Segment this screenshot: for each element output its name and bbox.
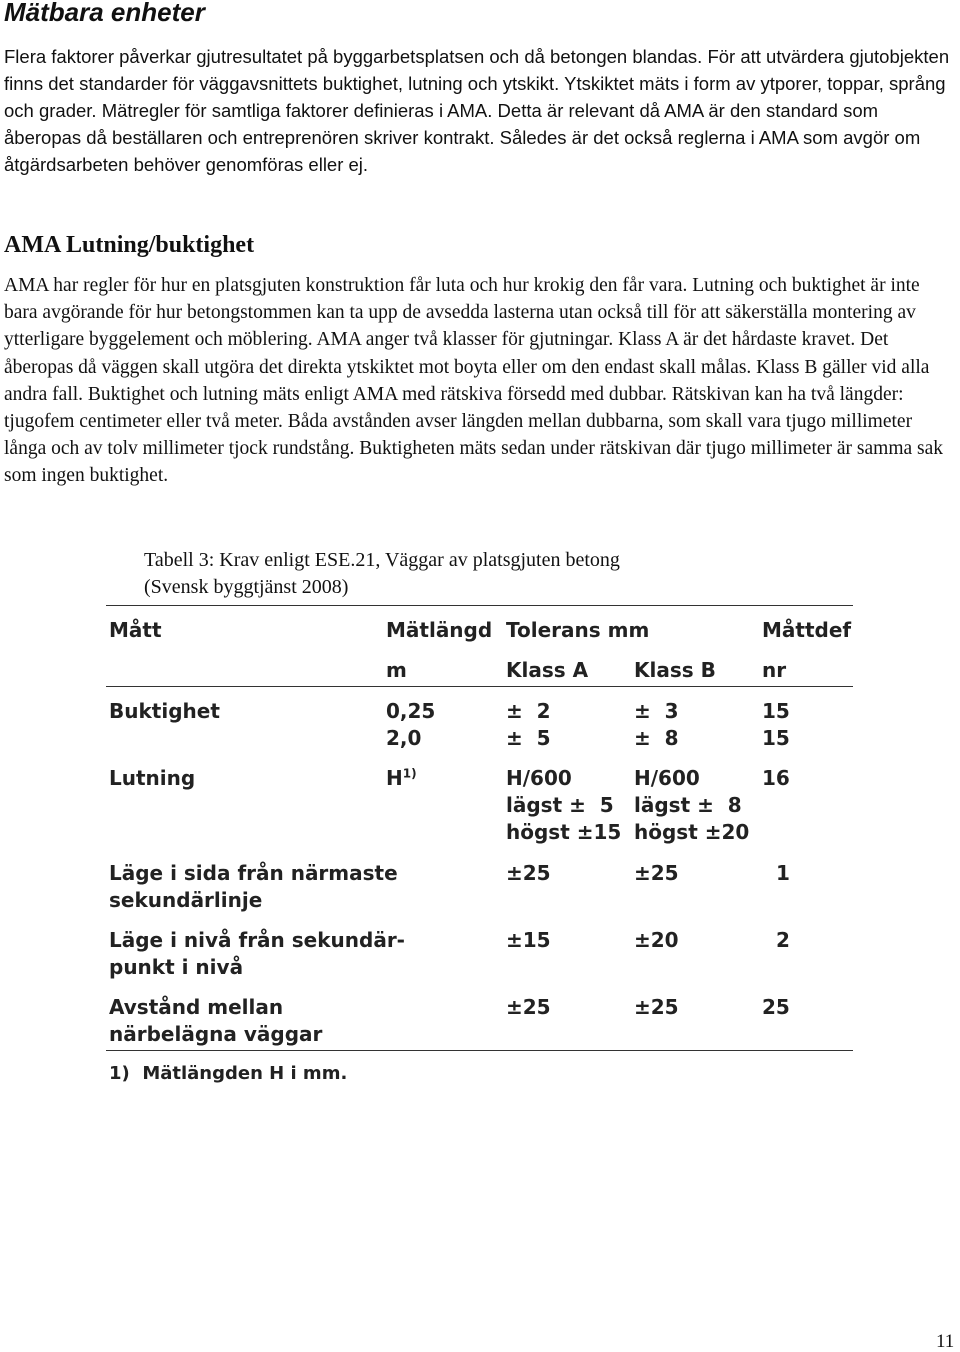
table-caption-line-1: Tabell 3: Krav enligt ESE.21, Väggar av platsgjuten betong [144,549,620,571]
cell-mattdef: 2 [776,928,790,952]
table-footnote [109,1060,347,1087]
cell-klass-a: ±25 [506,995,551,1019]
footnote-marker: 1) [109,1063,130,1084]
table-caption [144,547,620,601]
header-klass-a: Klass A [506,658,589,682]
cell-klass-a: lägst ± 5 [506,793,614,817]
header-tolerans: Tolerans mm [506,618,650,642]
table-bottom-rule [106,1050,853,1051]
footnote-text: Mätlängden H i mm. [142,1063,348,1084]
cell-mattdef: 1 [776,861,790,885]
cell-klass-a: ± 5 [506,726,551,750]
cell-klass-b: ± 3 [634,699,679,723]
cell-length: 2,0 [386,726,422,750]
header-klass-b: Klass B [634,658,716,682]
cell-mattdef: 25 [762,995,790,1019]
row-label-lage-sida: Läge i sida från närmaste [109,861,398,885]
table-caption-line-2: (Svensk byggtjänst 2008) [144,576,349,598]
header-mattdef: Måttdef [762,618,852,642]
row-label-lage-niva: Läge i nivå från sekundär- [109,928,405,952]
cell-klass-b: H/600 [634,766,700,790]
cell-klass-a: högst ±15 [506,820,622,844]
subsection-paragraph: AMA har regler för hur en platsgjuten konstruktion får luta och hur krokig den får vara. Lutning och buktighet är inte bara avgörande för hur betongstommen kan ta upp de avsedda lasterna utan också till för att säkerställa montering av ytterligare byggelement och möblering. AMA anger två klasser för gjutningar. Klass A är det hårdaste kravet. Det åberopas då väggen skall utgöra det direkta ytskiktet mot boyta eller om den endast skall målas. Klass B gäller vid alla andra fall. Buktighet och lutning mäts enligt AMA med rätskiva försedd med dubbar. Rätskivan kan ha två längder: tjugofem centimeter eller två meter. Båda avstånden avser längden mellan dubbarna, som skall vara tjugo millimeter långa och av tolv millimeter tjock rundstång. Buktigheten mäts sedan under rätskivan där tjugo millimeter är samma sak som ingen buktighet. [4,275,944,487]
footnote-reference: 1) [402,766,417,781]
table-header-rule [106,686,853,687]
header-unit-m: m [386,658,407,682]
cell-klass-a: H/600 [506,766,572,790]
row-label-lutning: Lutning [109,766,196,790]
cell-mattdef: 15 [762,699,790,723]
row-label-avstand: Avstånd mellan [109,995,284,1019]
cell-klass-b: ± 8 [634,726,679,750]
cell-length [386,765,417,792]
cell-klass-b: ±25 [634,995,679,1019]
cell-length: 0,25 [386,699,436,723]
row-label-lage-sida: sekundärlinje [109,888,263,912]
header-matlangd: Mätlängd [386,618,493,642]
section-paragraph: Flera faktorer påverkar gjutresultatet på byggarbetsplatsen och då betongen blandas. För att utvärdera gjutobjekten finns det standarder för väggavsnittets buktighet, lutning och ytskikt. Ytskiktet mäts i form av ytporer, toppar, språng och grader. Mätregler för samtliga faktorer definieras i AMA. Detta är relevant då AMA är den standard som åberopas då beställaren och entreprenören skriver kontrakt. Således är det också reglerna i AMA som avgör om åtgärdsarbeten behöver genomföras eller ej. [4,46,950,175]
cell-klass-a: ±15 [506,928,551,952]
cell-klass-b: ±20 [634,928,679,952]
cell-mattdef: 16 [762,766,790,790]
subsection-heading: AMA Lutning/buktighet [4,232,255,258]
cell-klass-a: ± 2 [506,699,551,723]
row-label-lage-niva: punkt i nivå [109,955,244,979]
cell-klass-a: ±25 [506,861,551,885]
header-unit-nr: nr [762,658,787,682]
page-number: 11 [936,1331,955,1352]
cell-klass-b: lägst ± 8 [634,793,742,817]
cell-mattdef: 15 [762,726,790,750]
cell-klass-b: ±25 [634,861,679,885]
cell-klass-b: högst ±20 [634,820,750,844]
row-label-avstand: närbelägna väggar [109,1022,323,1046]
table-top-rule [106,605,853,606]
row-label-buktighet: Buktighet [109,699,220,723]
section-heading: Mätbara enheter [4,0,205,27]
header-matt: Mått [109,618,162,642]
cell-length-value: H [386,766,403,790]
